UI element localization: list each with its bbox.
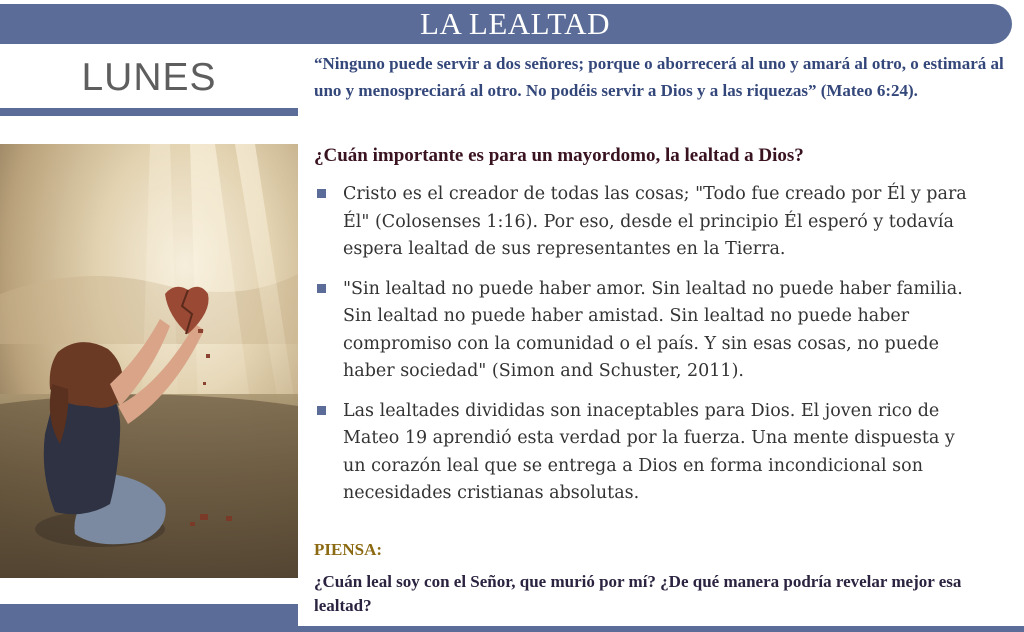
kneeling-woman-illustration-icon — [0, 144, 298, 578]
think-label: PIENSA: — [314, 540, 383, 559]
square-bullet-icon — [317, 189, 326, 198]
bullet-text: "Sin lealtad no puede haber amor. Sin lealtad no puede haber familia. Sin lealtad no puede haber amistad. Sin lealtad no puede haber compromiso con la comunidad o el país. Y sin esas cosas, no puede haber sociedad" (Simon and Schuster, 2011). — [343, 278, 963, 381]
square-bullet-icon — [317, 284, 326, 293]
main-question: ¿Cuán importante es para un mayordomo, la lealtad a Dios? — [314, 145, 804, 166]
list-item — [314, 398, 982, 508]
bullet-text: Las lealtades divididas son inaceptables para Dios. El joven rico de Mateo 19 aprendió esta verdad por la fuerza. Una mente dispuesta y un corazón leal que se entrega a Dios en forma incondicional son necesidades cristianas absolutas. — [343, 400, 955, 503]
bullet-text: Cristo es el creador de todas las cosas; "Todo fue creado por Él y para Él" (Colosenses 1:16). Por eso, desde el principio Él esperó y todavía espera lealtad de sus representantes en la Tierra. — [343, 184, 967, 259]
think-question: ¿Cuán leal soy con el Señor, que murió por mí? ¿De qué manera podría revelar mejor esa lealtad? — [314, 572, 962, 615]
scripture-quote: “Ninguno puede servir a dos señores; porque o aborrecerá al uno y amará al otro, o estimará al uno y menospreciará al otro. No podéis servir a Dios y a las riquezas” (Mateo 6:24). — [314, 54, 1004, 100]
bullet-list — [314, 181, 982, 520]
day-underline — [0, 108, 298, 116]
kneeling-woman-photo — [0, 144, 298, 578]
list-item — [314, 181, 982, 264]
title-bar — [0, 4, 1012, 44]
bottom-border-line — [298, 626, 1024, 632]
page-title: LA LEALTAD — [420, 6, 610, 41]
bottom-bar — [0, 604, 298, 632]
day-label: LUNES — [81, 56, 217, 99]
list-item — [314, 276, 982, 386]
square-bullet-icon — [317, 406, 326, 415]
